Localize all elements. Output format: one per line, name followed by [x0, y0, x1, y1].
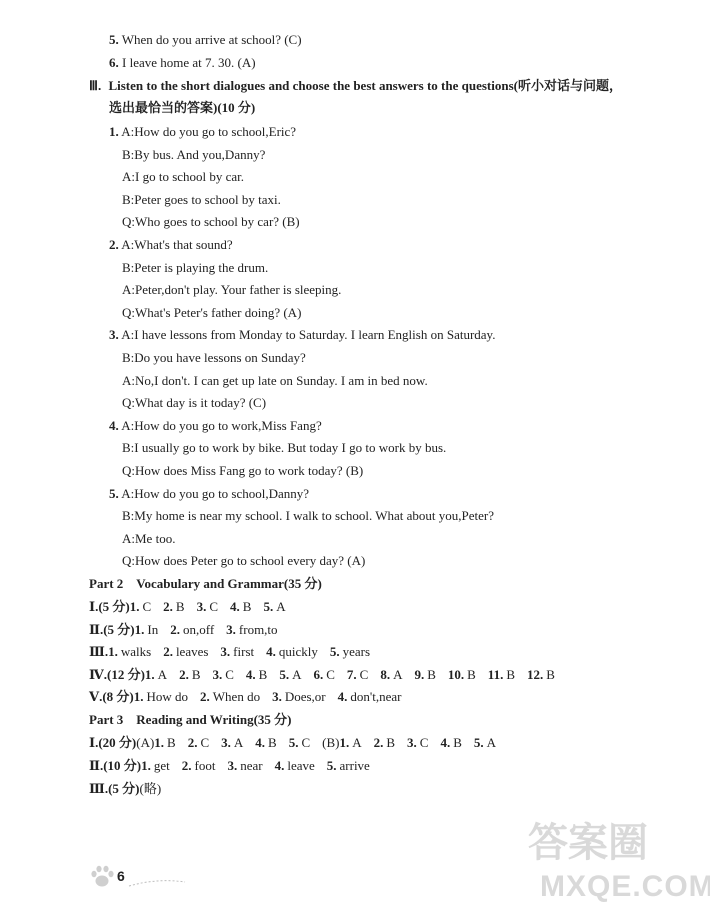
dialogue-number: 5.	[109, 486, 119, 501]
dialogue-line	[122, 508, 494, 524]
answer-number: 2.	[170, 621, 180, 637]
row-head: Ⅲ.	[89, 644, 109, 660]
dialogue-item	[109, 327, 495, 343]
watermark-graphic	[520, 812, 710, 904]
answer-value: arrive	[339, 758, 370, 773]
row-text: (略)	[139, 781, 162, 796]
answer-value: from,to	[238, 621, 278, 637]
answer-number: 1.	[339, 735, 350, 750]
answer-number: 5.	[329, 644, 340, 660]
answer-number: 3.	[407, 735, 417, 750]
row-head: Ⅱ.(10 分)	[89, 758, 142, 773]
answer-value: years	[342, 644, 371, 660]
dialogue-text: A:No,I don't. I can get up late on Sunday. I am in bed now.	[122, 373, 428, 388]
answer-value: get	[153, 758, 170, 773]
answer-row	[89, 667, 567, 683]
dialogue-text: Q:What's Peter's father doing? (A)	[122, 305, 302, 320]
answer-value: A	[233, 735, 244, 750]
answer-value: B	[268, 735, 277, 750]
answer-value: don't,near	[350, 689, 402, 705]
row-head: Ⅳ.(12 分)	[89, 666, 145, 682]
answer-number: 5.	[279, 666, 290, 682]
watermark-logo	[520, 812, 710, 904]
answer-number: 5.	[473, 735, 484, 750]
answer-value: B	[167, 735, 176, 750]
answer-value: C	[209, 599, 219, 614]
question-6	[109, 55, 256, 71]
group-label: (B)	[322, 735, 340, 750]
answer-row	[89, 689, 413, 705]
answer-number: 4.	[230, 599, 240, 614]
answer-number: 2.	[200, 689, 210, 705]
dialogue-line	[122, 282, 341, 298]
dialogue-item	[109, 418, 322, 434]
answer-number: 2.	[163, 599, 173, 614]
dialogue-line	[122, 305, 301, 321]
dialogue-line	[122, 463, 363, 479]
answer-row	[89, 644, 382, 660]
answer-number: 2.	[179, 666, 189, 682]
part-2-heading: Part 2 Vocabulary and Grammar(35 分)	[89, 576, 322, 591]
dialogue-line	[122, 553, 365, 569]
dialogue-line	[122, 395, 266, 411]
dialogue-line	[122, 350, 306, 366]
dialogue-text: Q:How does Peter go to school every day? (A)	[122, 553, 366, 568]
page-number: 6	[117, 868, 125, 884]
answer-value: on,off	[182, 621, 215, 637]
answer-value: C	[225, 666, 234, 682]
answer-value: B	[175, 599, 185, 614]
answer-value: When do	[212, 689, 261, 705]
section-3-title	[89, 78, 622, 94]
dialogue-text: Q:Who goes to school by car? (B)	[122, 214, 300, 229]
dialogue-text: Q:What day is it today? (C)	[122, 395, 267, 410]
answer-value: A	[352, 735, 362, 750]
question-number: 6.	[109, 55, 119, 70]
answer-number: 3.	[272, 689, 282, 705]
answer-number: 1.	[134, 621, 145, 637]
answer-value: B	[427, 666, 436, 682]
row-head: Ⅲ.(5 分)	[89, 781, 140, 796]
answer-number: 4.	[337, 689, 348, 705]
part-3-row-1	[89, 735, 508, 751]
answer-number: 3.	[221, 735, 231, 750]
watermark-text-url: MXQE.COM	[540, 870, 710, 903]
answer-number: 2.	[163, 644, 173, 660]
answer-number: 4.	[440, 735, 451, 750]
dialogue-text: Q:How does Miss Fang go to work today? (B)	[122, 463, 364, 478]
paw-icon	[89, 864, 117, 890]
answer-number: 3.	[226, 621, 236, 637]
answer-value: B	[386, 735, 396, 750]
part-3-row-2	[89, 758, 382, 774]
dialogue-text: B:I usually go to work by bike. But today I go to work by bus.	[122, 440, 447, 455]
decorative-dotted-line	[127, 878, 187, 888]
question-text: I leave home at 7. 30. (A)	[122, 55, 256, 70]
dialogue-item	[109, 237, 233, 253]
answer-number: 5.	[288, 735, 299, 750]
answer-number: 2.	[181, 758, 192, 773]
answer-value: A	[157, 666, 168, 682]
answer-value: B	[191, 666, 201, 682]
dialogue-text: A:How do you go to school,Danny?	[121, 486, 310, 501]
dialogue-line	[122, 440, 446, 456]
answer-number: 8.	[380, 666, 391, 682]
answer-value: C	[419, 735, 429, 750]
dialogue-text: B:Peter is playing the drum.	[122, 260, 269, 275]
dialogue-line	[122, 192, 281, 208]
answer-number: 4.	[255, 735, 266, 750]
answer-value: first	[233, 644, 255, 660]
group-label: (A)	[136, 735, 155, 750]
dialogue-line	[122, 260, 268, 276]
answer-value: quickly	[278, 644, 318, 660]
answer-number: 2.	[373, 735, 384, 750]
answer-number: 9.	[414, 666, 425, 682]
dialogue-item	[109, 124, 296, 140]
answer-value: How do	[146, 689, 189, 705]
part-3-row-3	[89, 781, 161, 797]
dialogue-number: 3.	[109, 327, 119, 342]
answer-value: leave	[287, 758, 315, 773]
answer-number: 3.	[196, 599, 207, 614]
answer-value: C	[301, 735, 311, 750]
section-3-title-line2: 选出最恰当的答案)(10 分)	[109, 100, 256, 115]
answer-number: 6.	[313, 666, 324, 682]
page-number-footer	[89, 862, 184, 892]
answer-value: B	[453, 735, 462, 750]
dialogue-text: A:How do you go to work,Miss Fang?	[121, 418, 322, 433]
dialogue-item	[109, 486, 309, 502]
answer-value: A	[393, 666, 403, 682]
question-number: 5.	[109, 32, 119, 47]
dialogue-line	[122, 373, 428, 389]
dialogue-number: 1.	[109, 124, 119, 139]
answer-value: A	[276, 599, 286, 614]
answer-number: 4.	[245, 666, 256, 682]
dialogue-text: B:Peter goes to school by taxi.	[122, 192, 281, 207]
dialogue-text: A:I go to school by car.	[122, 169, 245, 184]
answer-row	[89, 599, 298, 615]
answer-value: A	[486, 735, 497, 750]
answer-number: 1.	[108, 644, 118, 660]
answer-value: near	[240, 758, 263, 773]
answer-number: 2.	[187, 735, 198, 750]
question-5	[109, 32, 302, 48]
answer-value: B	[467, 666, 476, 682]
question-text: When do you arrive at school? (C)	[121, 32, 302, 47]
dialogue-line	[122, 531, 175, 547]
answer-number: 1.	[141, 758, 151, 773]
answer-number: 3.	[220, 644, 231, 660]
answer-value: C	[326, 666, 335, 682]
dialogue-number: 2.	[109, 237, 119, 252]
dialogue-line	[122, 214, 300, 230]
section-numeral: Ⅲ.	[89, 78, 102, 93]
answer-value: foot	[194, 758, 216, 773]
watermark-text-cn: 答案圈	[528, 820, 648, 866]
dialogue-text: A:Me too.	[122, 531, 176, 546]
answer-number: 3.	[212, 666, 223, 682]
dialogue-text: A:Peter,don't play. Your father is sleeping.	[122, 282, 342, 297]
answer-number: 11.	[487, 666, 504, 682]
answer-value: A	[292, 666, 302, 682]
answer-value: C	[200, 735, 210, 750]
answer-number: 3.	[227, 758, 238, 773]
answer-value: C	[142, 599, 152, 614]
answer-value: B	[258, 666, 268, 682]
answer-value: leaves	[175, 644, 209, 660]
answer-number: 4.	[266, 644, 276, 660]
dialogue-text: A:I have lessons from Monday to Saturday. I learn English on Saturday.	[121, 327, 496, 342]
answer-number: 4.	[274, 758, 285, 773]
row-head: Ⅰ.(5 分)	[89, 599, 130, 614]
answer-number: 5.	[263, 599, 274, 614]
answer-value: B	[546, 666, 555, 682]
row-head: Ⅰ.(20 分)	[89, 735, 137, 750]
row-head: Ⅱ.(5 分)	[89, 621, 135, 637]
answer-value: C	[359, 666, 369, 682]
answer-value: B	[506, 666, 516, 682]
answer-number: 12.	[527, 666, 544, 682]
dialogue-text: A:What's that sound?	[121, 237, 233, 252]
dialogue-text: A:How do you go to school,Eric?	[121, 124, 297, 139]
answer-value: In	[147, 621, 159, 637]
dialogue-text: B:My home is near my school. I walk to school. What about you,Peter?	[122, 508, 494, 523]
answer-number: 10.	[447, 666, 465, 682]
answer-number: 7.	[346, 666, 357, 682]
answer-number: 1.	[133, 689, 144, 705]
dialogue-line	[122, 169, 244, 185]
answer-value: B	[242, 599, 252, 614]
part-3-heading: Part 3 Reading and Writing(35 分)	[89, 712, 292, 727]
answer-number: 1.	[154, 735, 165, 750]
answer-number: 5.	[326, 758, 337, 773]
answer-number: 1.	[129, 599, 140, 614]
dialogue-number: 4.	[109, 418, 119, 433]
dialogue-text: B:By bus. And you,Danny?	[122, 147, 266, 162]
row-head: Ⅴ.(8 分)	[89, 689, 134, 705]
answer-value: walks	[120, 644, 152, 660]
answer-value: Does,or	[284, 689, 326, 705]
answer-row	[89, 622, 290, 638]
dialogue-text: B:Do you have lessons on Sunday?	[122, 350, 306, 365]
answer-number: 1.	[144, 666, 155, 682]
dialogue-line	[122, 147, 265, 163]
section-title: Listen to the short dialogues and choose the best answers to the questions(听小对话与问题，	[108, 78, 622, 93]
